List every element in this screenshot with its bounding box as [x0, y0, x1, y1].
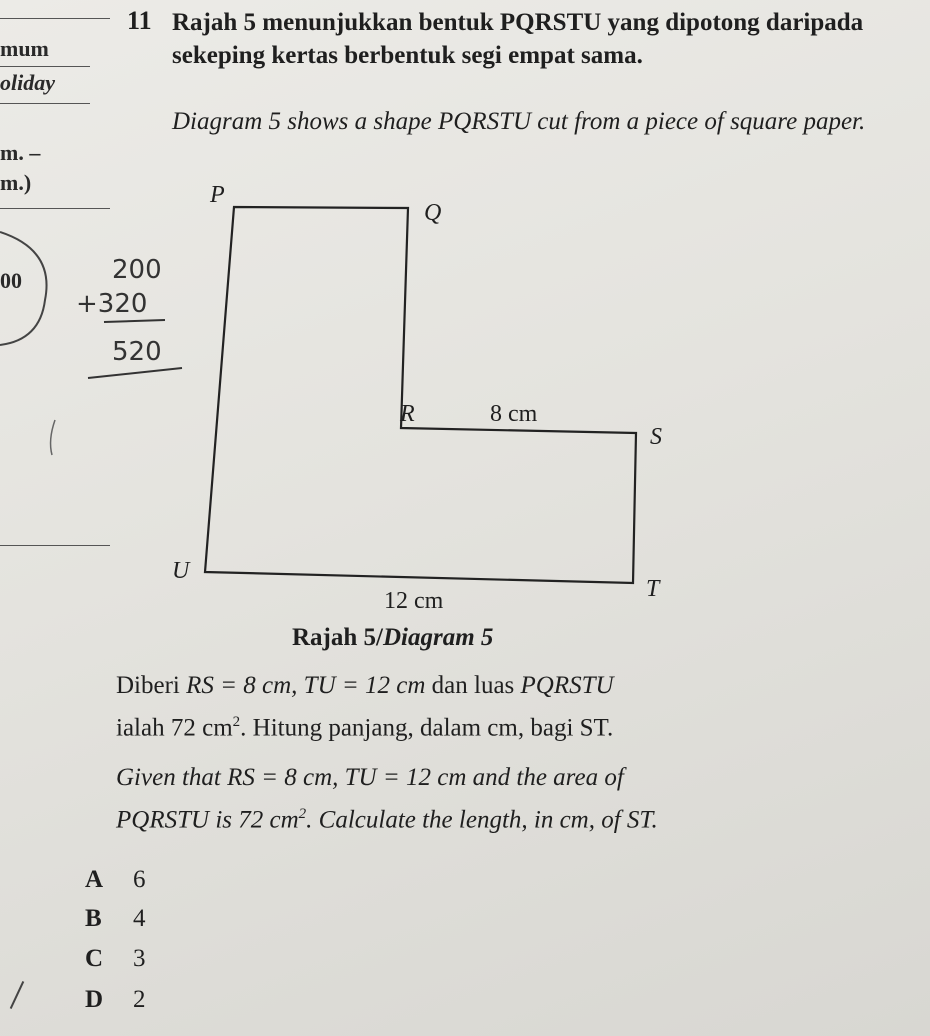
option-d[interactable]: [85, 986, 146, 1014]
option-letter: D: [85, 986, 104, 1013]
margin-fragment-3: m. –: [0, 140, 41, 165]
given-bm-mid: dan luas: [431, 672, 515, 699]
margin-pencil-mark: [51, 420, 55, 455]
vertex-label-s: S: [650, 424, 662, 450]
question-text-bm: Rajah 5 menunjukkan bentuk PQRSTU yang dipotong daripada sekeping kertas berbentuk segi empat sama.: [172, 9, 864, 69]
given-en-rs: RS = 8 cm,: [227, 764, 339, 791]
given-bm-shape: PQRSTU: [520, 672, 614, 699]
option-b[interactable]: [85, 905, 146, 933]
given-en-suffix: . Calculate the length, in cm, of ST.: [306, 806, 658, 834]
given-text-bm: [116, 668, 896, 746]
caption-en: Diagram 5: [382, 624, 494, 651]
margin-bracket: [0, 232, 47, 345]
caption-bm: Rajah 5/: [292, 624, 383, 651]
vertex-label-r: R: [400, 401, 415, 427]
given-bm-prefix: Diberi: [116, 672, 180, 699]
option-value: 6: [133, 866, 146, 893]
margin-fragment-5: 00: [0, 268, 22, 293]
given-bm-line2-suffix: . Hitung panjang, dalam cm, bagi ST.: [240, 714, 614, 742]
vertex-label-p: P: [210, 182, 225, 208]
option-a[interactable]: [85, 866, 146, 894]
given-bm-tu: TU = 12 cm: [303, 672, 426, 699]
measure-tu: 12 cm: [384, 588, 444, 614]
measure-rs: 8 cm: [490, 401, 538, 427]
given-en-is: is: [215, 806, 232, 834]
option-letter: C: [85, 945, 104, 972]
margin-fragment-2: oliday: [0, 70, 55, 95]
given-en-tu: TU = 12 cm: [344, 764, 467, 791]
given-en-shape: PQRSTU: [116, 806, 210, 834]
handwriting-line-2: +320: [76, 289, 148, 319]
given-text-en: [116, 760, 896, 838]
option-letter: B: [85, 905, 102, 932]
given-en-prefix: Given that: [116, 764, 221, 791]
margin-fragment-1: mum: [0, 36, 49, 61]
given-en-area-sup: 2: [298, 806, 307, 822]
handwriting-rule-2: [88, 368, 182, 378]
option-letter: A: [85, 866, 104, 893]
handwriting-rule-1: [104, 320, 165, 322]
margin-fragment-4: m.): [0, 170, 32, 195]
vertex-label-q: Q: [424, 200, 442, 226]
question-text-en: Diagram 5 shows a shape PQRSTU cut from a piece of square paper.: [172, 108, 866, 135]
vertex-label-u: U: [172, 558, 190, 584]
shape-pqrstu: [205, 207, 636, 583]
handwriting-line-3: 520: [112, 337, 162, 367]
diagram-caption: [292, 624, 493, 652]
given-en-area: 72 cm: [238, 806, 299, 834]
answer-tick-mark: [10, 981, 24, 1009]
option-c[interactable]: [85, 945, 146, 973]
option-value: 3: [133, 945, 146, 972]
given-bm-rs: RS = 8 cm,: [186, 672, 298, 699]
handwriting-line-1: 200: [112, 255, 162, 285]
vertex-label-t: T: [646, 576, 660, 602]
given-en-mid: and the area of: [472, 764, 624, 791]
given-bm-area: 72 cm: [170, 714, 233, 742]
option-value: 4: [133, 905, 146, 932]
given-bm-line2-prefix: ialah: [116, 714, 165, 742]
option-value: 2: [133, 986, 146, 1013]
given-bm-area-sup: 2: [232, 714, 241, 730]
question-number: 11: [127, 6, 152, 35]
